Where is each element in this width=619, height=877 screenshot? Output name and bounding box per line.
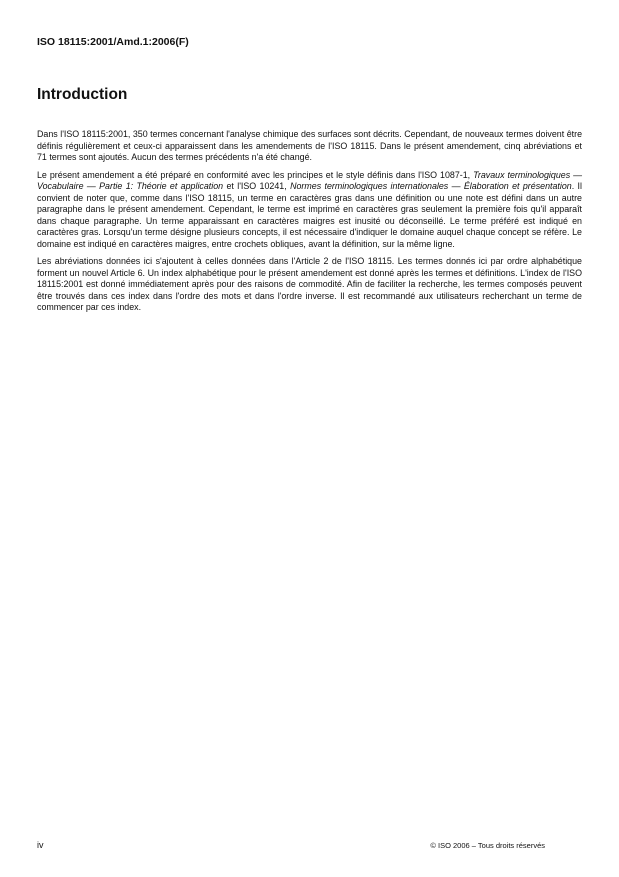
- paragraph-2-text-3: . Il convient de noter que, comme dans l'ISO 18115, un terme en caractères gras dans une définition ou une note est défini dans un autre paragraphe dans le présent amendement. Cependant, le terme est imprimé en caractères gras seulement la première fois qu'il apparaît dans chaque paragraphe. Un terme apparaissant en caractères maigres est inusité ou déconseillé. Le terme préféré est indiqué en caractères gras. Lorsqu'un terme désigne plusieurs concepts, il est nécessaire d'indiquer le domaine auquel chaque concept se réfère. Le domaine est indiqué en caractères maigres, entre crochets obliques, avant la définition, sur la même ligne.: [37, 181, 582, 249]
- section-title: Introduction: [37, 86, 128, 103]
- paragraph-1: Dans l'ISO 18115:2001, 350 termes concernant l'analyse chimique des surfaces sont décrits. Cependant, de nouveaux termes doivent être définis régulièrement et ceux-ci apparaissent dans les amendements de l'ISO 18115. Dans le présent amendement, cinq abréviations et 71 termes sont ajoutés. Aucun des termes précédents n'a été changé.: [37, 129, 582, 162]
- reference-title-iso-10241: Normes terminologiques internationales — Élaboration et présentation: [290, 181, 572, 191]
- reference-title-iso-1087-1: Travaux terminologiques — Vocabulaire — Partie 1: Théorie et application: [37, 169, 582, 191]
- paragraph-3: Les abréviations données ici s'ajoutent à celles données dans l'Article 2 de l'ISO 18115. Les termes donnés ici par ordre alphabétique forment un nouvel Article 6. Un index alphabétique pour le présent amendement est donné après les termes et définitions. L'index de l'ISO 18115:2001 est donné immédiatement après pour des raisons de commodité. Afin de faciliter la recherche, les termes composés peuvent être trouvés dans ces index dans l'ordre des mots et dans l'ordre inverse. Il est recommandé aux utilisateurs recherchant un terme de commencer par ces index.: [37, 256, 582, 312]
- paragraph-2: [37, 170, 582, 251]
- copyright-notice: © ISO 2006 – Tous droits réservés: [430, 841, 545, 850]
- paragraph-2-text-2: et l'ISO 10241,: [223, 181, 291, 191]
- introduction-body: [37, 129, 582, 320]
- document-id-header: ISO 18115:2001/Amd.1:2006(F): [37, 36, 189, 48]
- page-number: iv: [37, 840, 44, 850]
- paragraph-2-text-1: Le présent amendement a été préparé en conformité avec les principes et le style définis dans l'ISO 1087-1,: [37, 169, 474, 180]
